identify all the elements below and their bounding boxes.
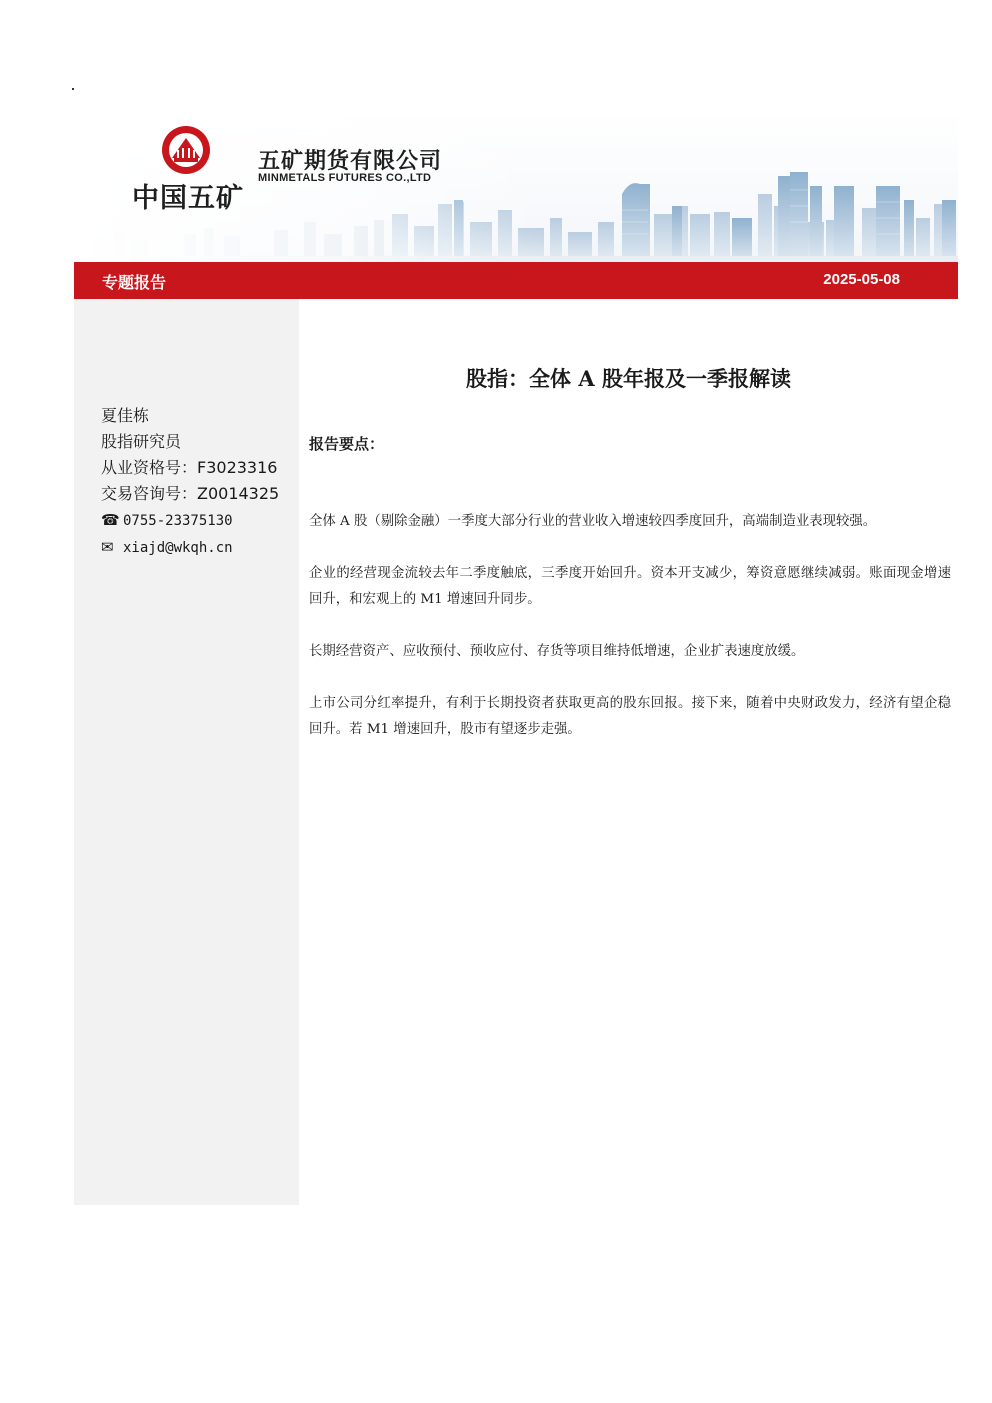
summary-paragraph: 企业的经营现金流较去年二季度触底，三季度开始回升。资本开支减少，筹资意愿继续减弱。账面现金增速回升，和宏观上的 M1 增速回升同步。 bbox=[309, 566, 951, 607]
author-phone-line bbox=[101, 507, 279, 534]
minmetals-emblem-icon bbox=[160, 124, 212, 176]
company-name-cn: 五矿期货有限公司 bbox=[258, 149, 443, 174]
author-email[interactable]: xiajd@wkqh.cn bbox=[123, 540, 233, 556]
summary-paragraphs bbox=[309, 509, 951, 769]
summary-paragraph: 全体 A 股（剔除金融）一季度大部分行业的营业收入增速较四季度回升，高端制造业表现较强。 bbox=[309, 514, 877, 529]
author-info bbox=[101, 403, 279, 561]
report-type-label: 专题报告 bbox=[102, 273, 167, 292]
page-mark bbox=[72, 88, 74, 90]
author-sidebar bbox=[74, 299, 299, 1205]
summary-heading: 报告要点： bbox=[309, 435, 385, 453]
company-name-en: MINMETALS FUTURES CO.,LTD bbox=[258, 172, 432, 184]
report-header-bar bbox=[74, 262, 958, 299]
summary-paragraph: 上市公司分红率提升，有利于长期投资者获取更高的股东回报。接下来，随着中央财政发力，经济有望企稳回升。若 M1 增速回升，股市有望逐步走强。 bbox=[309, 696, 951, 737]
logo-cn-text: 中国五矿 bbox=[132, 183, 244, 214]
phone-icon: ☎ bbox=[101, 511, 120, 529]
author-role: 股指研究员 bbox=[101, 432, 182, 451]
author-email-line bbox=[101, 534, 279, 561]
author-phone: 0755-23375130 bbox=[123, 513, 233, 529]
envelope-icon: ✉ bbox=[101, 538, 114, 556]
author-qualification: 从业资格号：F3023316 bbox=[101, 458, 278, 477]
report-date: 2025-05-08 bbox=[823, 271, 900, 288]
author-consulting-number: 交易咨询号：Z0014325 bbox=[101, 484, 280, 503]
author-name: 夏佳栋 bbox=[101, 406, 150, 425]
header-banner bbox=[74, 110, 958, 262]
summary-paragraph: 长期经营资产、应收预付、预收应付、存货等项目维持低增速，企业扩表速度放缓。 bbox=[309, 644, 805, 659]
report-title: 股指：全体 A 股年报及一季报解读 bbox=[466, 366, 791, 391]
